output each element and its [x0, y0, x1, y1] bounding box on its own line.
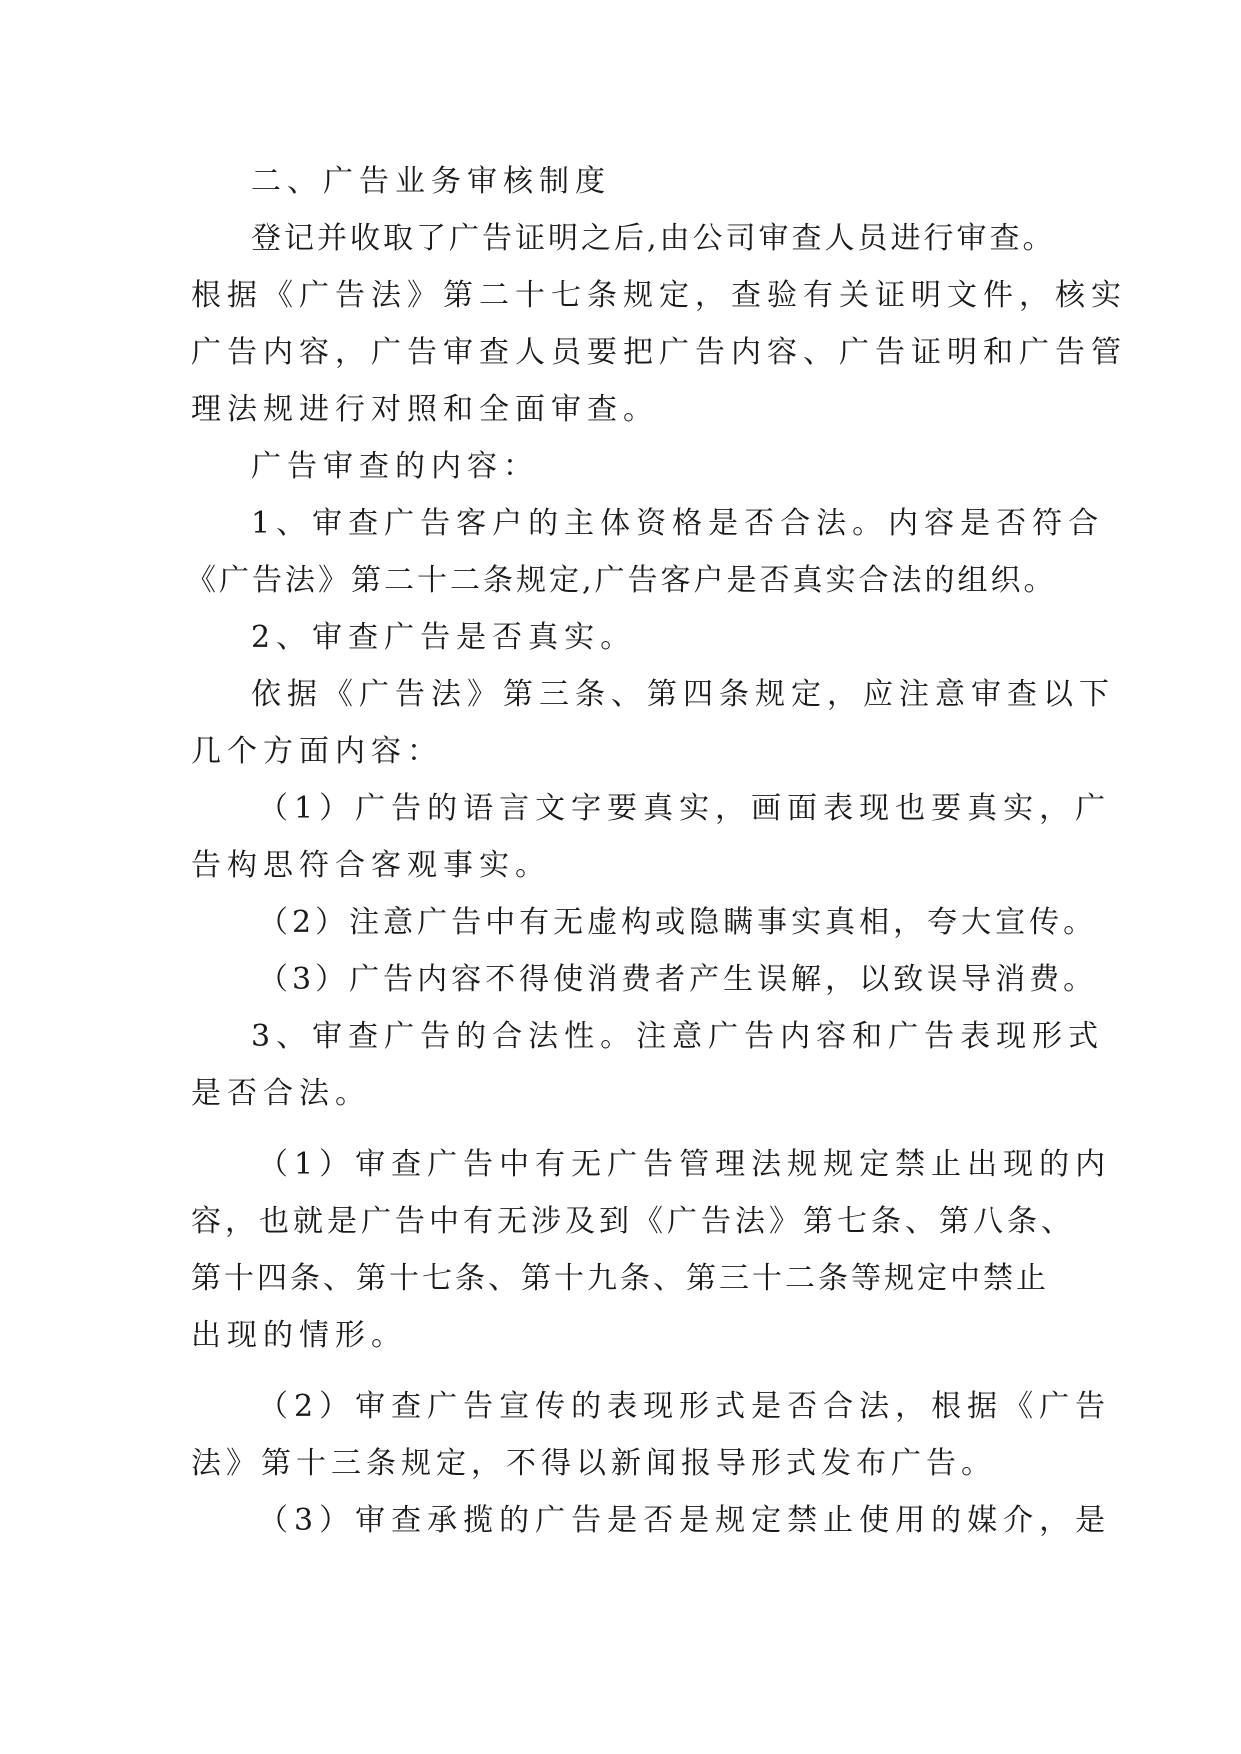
sub-list-item: （3）广告内容不得使消费者产生误解，以致误导消费。 [258, 962, 1098, 997]
list-item: 3、审查广告的合法性。注意广告内容和广告表现形式 [251, 1019, 1105, 1054]
list-item: 2、审查广告是否真实。 [251, 620, 637, 655]
paragraph-line: 理法规进行对照和全面审查。 [191, 392, 659, 427]
paragraph-line: 根据《广告法》第二十七条规定，查验有关证明文件，核实 [191, 278, 1127, 313]
paragraph-line: 依据《广告法》第三条、第四条规定，应注意审查以下 [251, 677, 1115, 712]
sub-list-item: （3）审查承揽的广告是否是规定禁止使用的媒介，是 [258, 1503, 1112, 1538]
list-item: 1、审查广告客户的主体资格是否合法。内容是否符合 [251, 506, 1105, 541]
sub-list-item: （2）注意广告中有无虚构或隐瞒事实真相，夸大宣传。 [258, 905, 1098, 940]
paragraph-line: 登记并收取了广告证明之后,由公司审查人员进行审查。 [251, 221, 1056, 256]
paragraph-line: 广告审查的内容： [251, 449, 539, 484]
sub-list-item: （2）审查广告宣传的表现形式是否合法，根据《广告 [258, 1389, 1112, 1424]
paragraph-line: 第十四条、第十七条、第十九条、第三十二条等规定中禁止 [191, 1261, 1049, 1296]
paragraph-line: 几个方面内容： [191, 734, 443, 769]
paragraph-line: 法》第十三条规定，不得以新闻报导形式发布广告。 [191, 1446, 996, 1481]
paragraph-line: 容，也就是广告中有无涉及到《广告法》第七条、第八条、 [191, 1204, 1075, 1239]
sub-list-item: （1）广告的语言文字要真实，画面表现也要真实，广 [258, 791, 1112, 826]
paragraph-line: 广告内容，广告审查人员要把广告内容、广告证明和广告管 [191, 335, 1127, 370]
paragraph-line: 《广告法》第二十二条规定,广告客户是否真实合法的组织。 [186, 563, 1057, 598]
paragraph-line: 出现的情形。 [191, 1318, 407, 1353]
sub-list-item: （1）审查广告中有无广告管理法规规定禁止出现的内 [258, 1147, 1112, 1182]
paragraph-line: 告构思符合客观事实。 [191, 848, 551, 883]
paragraph-line: 是否合法。 [191, 1076, 371, 1111]
section-heading: 二、广告业务审核制度 [251, 164, 611, 199]
